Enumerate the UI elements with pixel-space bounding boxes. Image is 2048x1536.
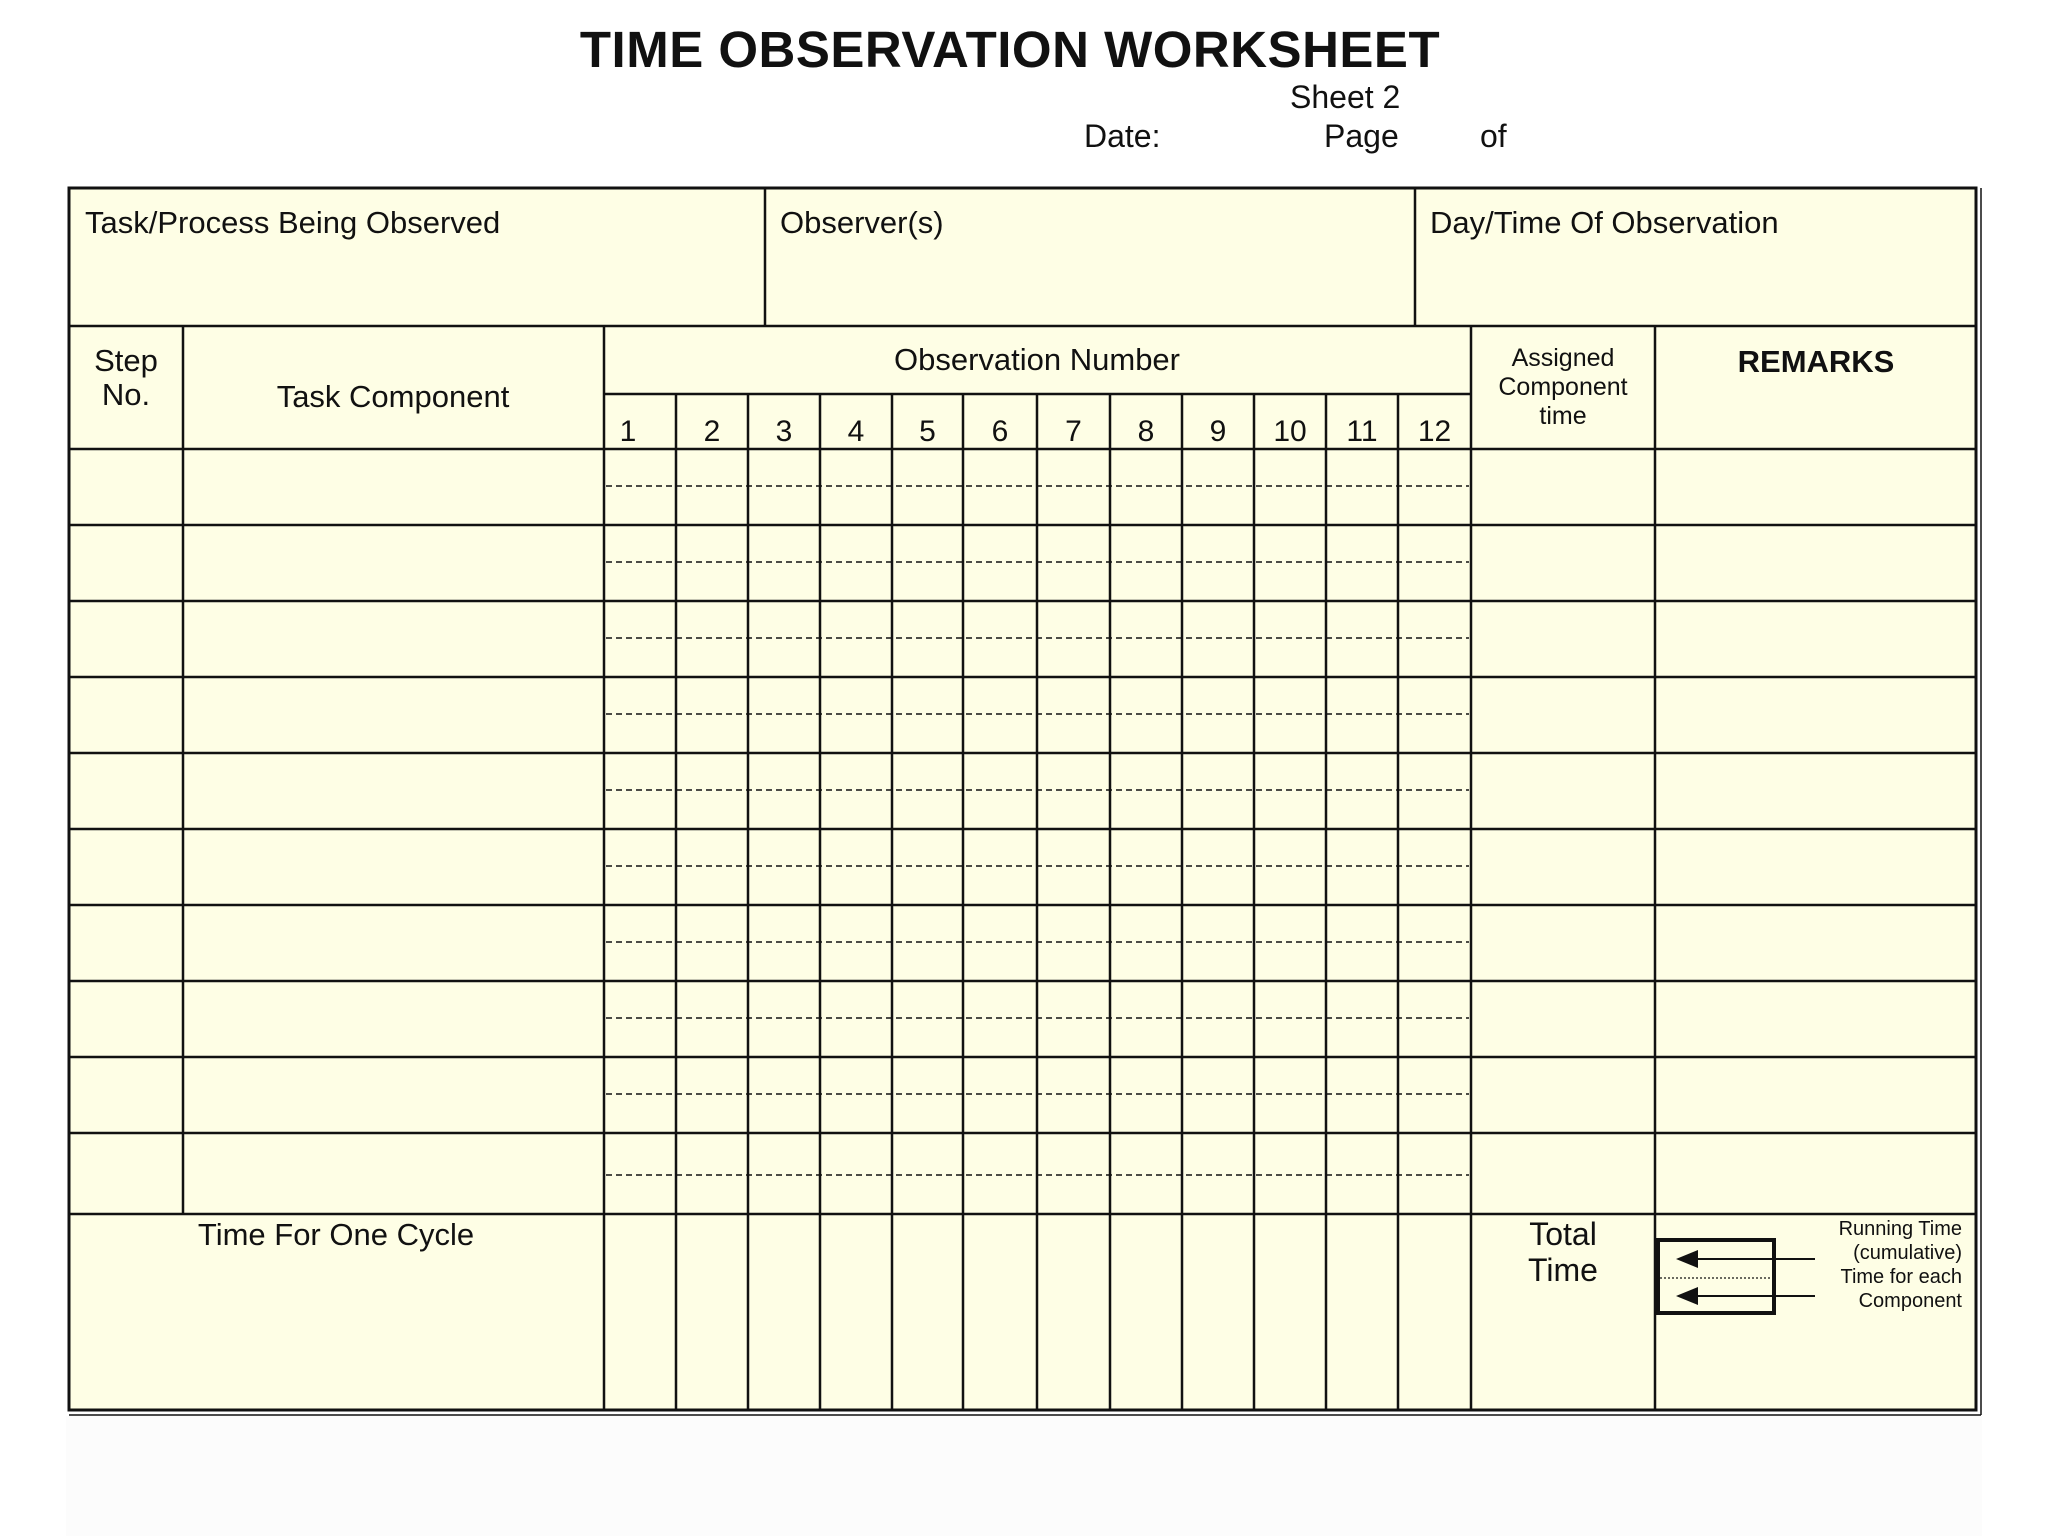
worksheet-title: TIME OBSERVATION WORKSHEET [579,21,1441,78]
assigned-time-label: time [1539,402,1587,430]
observation-number-10: 10 [1273,415,1307,448]
observation-number-1: 1 [619,415,637,448]
observation-number-4: 4 [847,415,865,448]
observation-number-5: 5 [919,415,936,448]
observation-number-3: 3 [775,415,793,448]
step-no-label: No. [101,377,151,412]
observation-number-2: 2 [703,415,721,448]
sheet-label: Sheet 2 [1290,79,1401,115]
time-for-one-cycle-label: Time For One Cycle [197,1217,475,1252]
total-time-label: Time [1528,1252,1598,1288]
assigned-time-label: Component [1498,373,1628,401]
legend-component: Component [1858,1290,1962,1312]
observation-number-6: 6 [991,415,1009,448]
assigned-time-label: Assigned [1511,344,1615,372]
of-label: of [1480,118,1507,154]
observation-number-12: 12 [1417,415,1452,448]
observation-number-9: 9 [1209,415,1227,448]
day-time-label: Day/Time Of Observation [1430,205,1779,240]
legend-cumulative: (cumulative) [1853,1242,1962,1264]
remarks-label: REMARKS [1737,344,1895,379]
page-label: Page [1324,118,1399,154]
total-time-label: Total [1529,1216,1597,1252]
step-no-label: Step [94,343,158,378]
observation-number-label: Observation Number [893,342,1181,377]
observation-number-7: 7 [1065,415,1082,448]
task-process-label: Task/Process Being Observed [85,205,501,240]
observers-label: Observer(s) [780,205,944,240]
legend-running-time: Running Time [1838,1218,1962,1240]
task-component-label: Task Component [276,379,510,414]
date-label: Date: [1084,118,1161,154]
observation-number-8: 8 [1137,415,1155,448]
legend-time-each: Time for each [1840,1266,1962,1288]
observation-number-11: 11 [1346,415,1378,448]
